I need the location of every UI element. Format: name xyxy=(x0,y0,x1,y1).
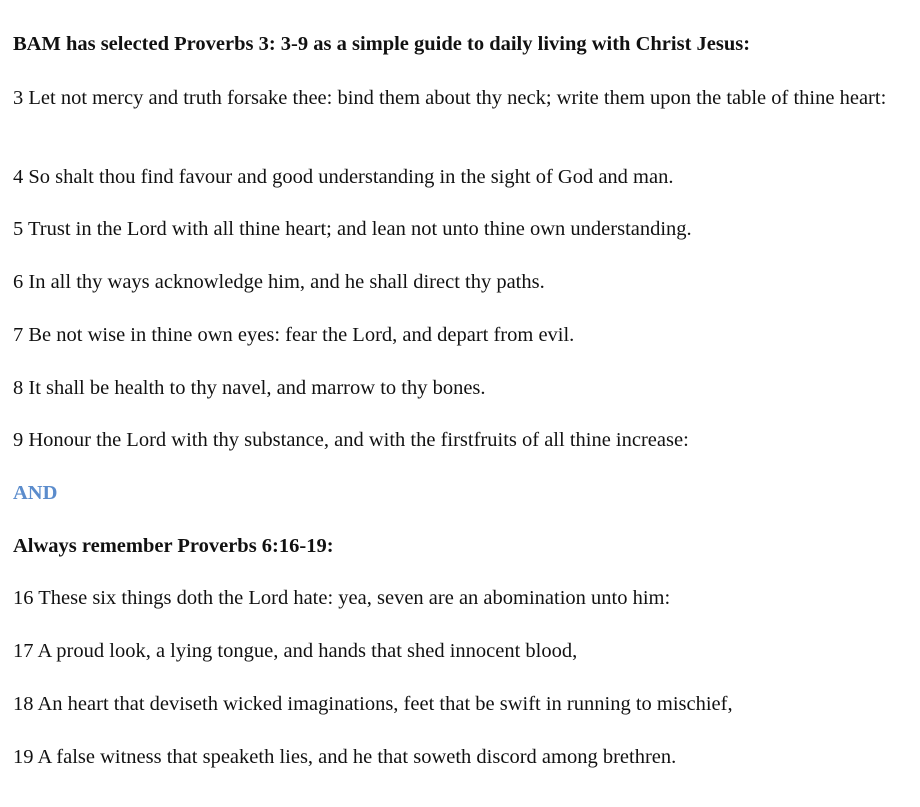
verse-18: 18 An heart that deviseth wicked imaginations, feet that be swift in running to mischief, xyxy=(13,693,733,715)
verse-3: 3 Let not mercy and truth forsake thee: bind them about thy neck; write them upon the table of thine heart: xyxy=(13,87,887,109)
verse-9: 9 Honour the Lord with thy substance, and with the firstfruits of all thine increase: xyxy=(13,429,689,451)
verse-8: 8 It shall be health to thy navel, and marrow to thy bones. xyxy=(13,377,486,399)
second-heading: Always remember Proverbs 6:16-19: xyxy=(13,535,334,557)
and-connector: AND xyxy=(13,482,58,504)
verse-6: 6 In all thy ways acknowledge him, and he shall direct thy paths. xyxy=(13,271,545,293)
verse-19: 19 A false witness that speaketh lies, and he that soweth discord among brethren. xyxy=(13,746,677,768)
verse-5: 5 Trust in the Lord with all thine heart; and lean not unto thine own understanding. xyxy=(13,218,692,240)
verse-7: 7 Be not wise in thine own eyes: fear the Lord, and depart from evil. xyxy=(13,324,575,346)
intro-heading: BAM has selected Proverbs 3: 3-9 as a simple guide to daily living with Christ Jesus: xyxy=(13,33,751,55)
verse-4: 4 So shalt thou find favour and good understanding in the sight of God and man. xyxy=(13,166,674,188)
verse-17: 17 A proud look, a lying tongue, and hands that shed innocent blood, xyxy=(13,640,578,662)
verse-16: 16 These six things doth the Lord hate: yea, seven are an abomination unto him: xyxy=(13,587,671,609)
